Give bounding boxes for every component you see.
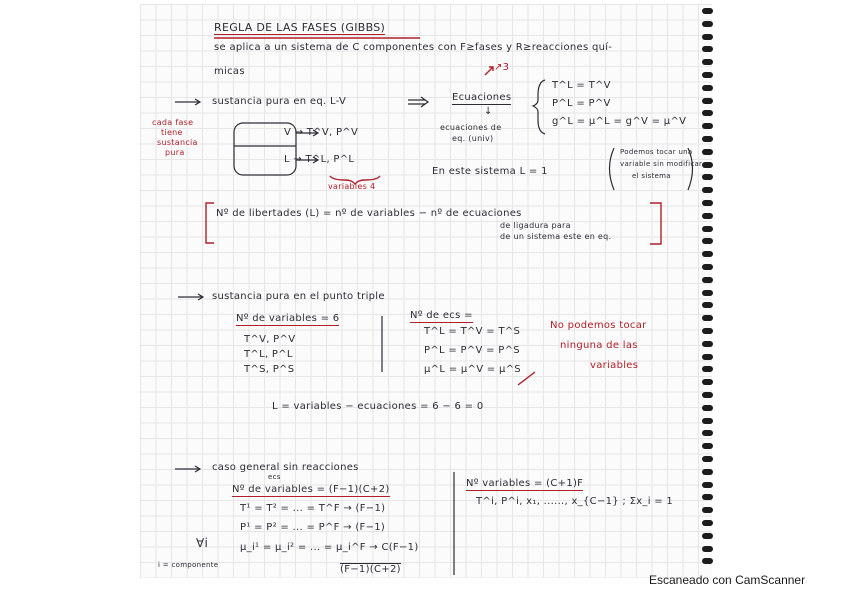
liquid-phase-variables: L → T^L, P^L <box>284 154 355 165</box>
triple-equation-temperature: T^L = T^V = T^S <box>424 326 521 337</box>
system-freedom-line: En este sistema L = 1 <box>432 166 548 177</box>
triple-equations-label: Nº de ecs = <box>410 310 473 321</box>
variables-count-note: variables 4 <box>328 182 376 191</box>
section-heading-general-case: caso general sin reacciones <box>212 462 359 473</box>
general-eq-pressure: P¹ = P² = ... = P^F → (F−1) <box>240 522 386 533</box>
triple-variables-3: T^S, P^S <box>244 364 295 375</box>
triple-variables-1: T^V, P^V <box>244 334 296 345</box>
side-note-1: cada fase <box>152 118 194 127</box>
general-eq-temperature: T¹ = T² = ... = T^F → (F−1) <box>240 503 386 514</box>
equations-note-1: ecuaciones de <box>440 123 502 132</box>
equations-label: Ecuaciones <box>452 92 512 103</box>
system-note-3: el sistema <box>632 172 671 180</box>
side-note-2: tiene <box>161 128 183 137</box>
triple-result: L = variables − ecuaciones = 6 − 6 = 0 <box>272 401 484 412</box>
triple-equation-pressure: P^L = P^V = P^S <box>424 345 520 356</box>
gibbs-formula: Nº de libertades (L) = nº de variables − nº de ecuaciones <box>216 208 522 219</box>
page-title: REGLA DE LAS FASES (GIBBS) <box>214 21 386 34</box>
side-note-4: pura <box>165 148 185 157</box>
equations-count-note: ↗3 <box>494 62 510 73</box>
general-right-variables-label: Nº variables = (C+1)F <box>466 478 584 489</box>
triple-note-2: ninguna de las <box>560 340 638 351</box>
forall-symbol: ∀i <box>196 536 209 550</box>
general-eq-potential: μ_i¹ = μ_i² = ... = μ_i^F → C(F−1) <box>240 542 419 553</box>
equation-pressure: P^L = P^V <box>552 98 611 109</box>
intro-line-2: micas <box>214 66 245 77</box>
equations-arrow: ↓ <box>484 106 493 117</box>
scanner-watermark: Escaneado con CamScanner <box>649 573 806 587</box>
triple-variables-label: Nº de variables = 6 <box>236 313 340 324</box>
triple-equation-potential: μ^L = μ^V = μ^S <box>424 364 521 375</box>
gibbs-formula-line-2: de ligadura para <box>500 221 571 230</box>
equation-temperature: T^L = T^V <box>552 80 611 91</box>
section-heading-pure-lv: sustancia pura en eq. L-V <box>212 96 347 107</box>
section-heading-triple-point: sustancia pura en el punto triple <box>212 291 385 302</box>
vapor-phase-variables: V → T^V, P^V <box>284 127 359 138</box>
general-right-variables: T^i, P^i, x₁, ......, x_{C−1} ; Σx_i = 1 <box>476 496 674 507</box>
gibbs-formula-line-3: de un sistema este en eq. <box>500 232 612 241</box>
equations-note-2: eq. (univ) <box>452 134 494 143</box>
forall-note: i = componente <box>158 561 219 569</box>
system-note-2: variable sin modificar <box>620 160 703 168</box>
general-variables-line: Nº de variables = (F−1)(C+2) <box>232 484 390 495</box>
triple-variables-2: T^L, P^L <box>244 349 293 360</box>
system-note-1: Podemos tocar una <box>620 148 693 156</box>
general-total: (F−1)(C+2) <box>340 564 401 575</box>
triple-note-3: variables <box>590 360 639 371</box>
intro-line-1: se aplica a un sistema de C componentes con F≥fases y R≥reacciones quí- <box>214 42 613 53</box>
triple-note-1: No podemos tocar <box>550 320 647 331</box>
side-note-3: sustancia <box>157 138 198 147</box>
general-ecs-label: ecs <box>268 473 281 481</box>
equation-chemical-potential: g^L = μ^L = g^V = μ^V <box>552 116 687 127</box>
